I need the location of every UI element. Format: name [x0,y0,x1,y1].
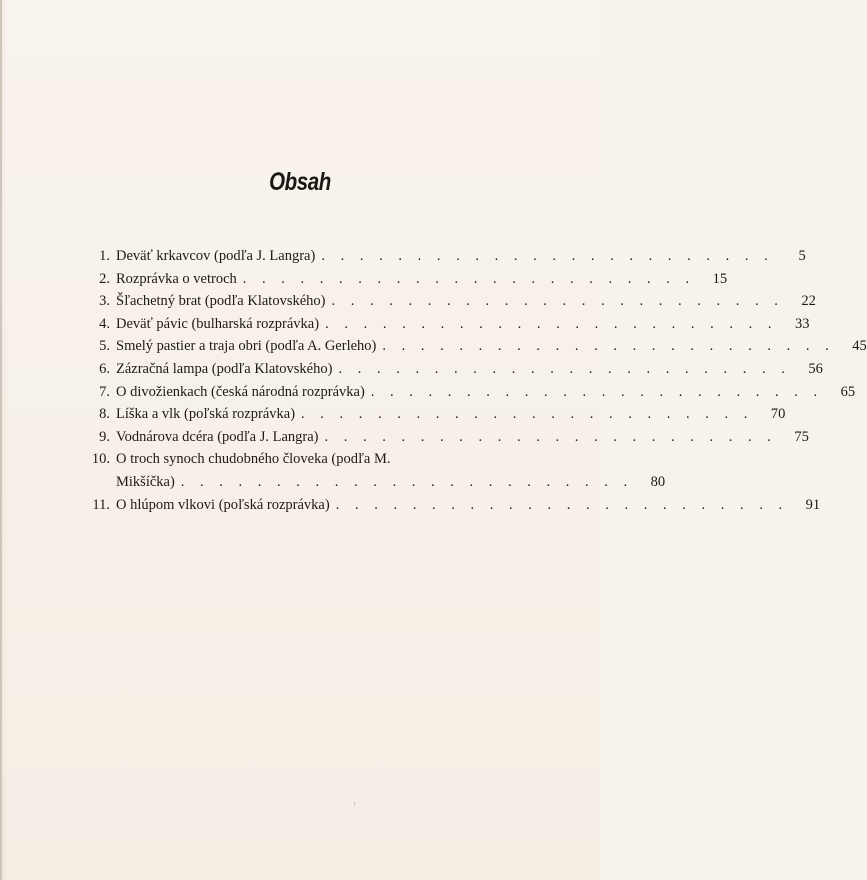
entry-page: 5 [798,248,806,264]
entry-title: Šľachetný brat (podľa Klatovského) [116,293,326,310]
entry-title: Deväť pávic (bulharská rozprávka) [116,315,320,332]
toc-entry [72,381,856,404]
entry-title: Smelý pastier a traja obri (podľa A. Gerleho) [116,338,377,355]
entry-number: 8. [99,406,110,423]
entry-title: Rozprávka o vetroch [116,270,237,287]
entry-number: 5. [99,338,110,355]
entry-number: 6. [99,360,110,377]
leader-dots: . . . . . . . . . . . . . . . . . . . . . . . . [338,360,791,377]
leader-dots: . . . . . . . . . . . . . . . . . . . . . . . . [321,248,774,264]
entry-page: 45 [852,338,867,355]
entry-title: Líška a vlk (poľská rozprávka) [116,406,296,423]
leader-dots: . . . . . . . . . . . . . . . . . . . . . . . . [242,270,696,287]
toc-entry [72,403,786,426]
entry-page: 33 [794,315,810,332]
entry-number: 2. [99,270,110,287]
entry-page: 65 [840,383,856,400]
entry-page: 80 [650,473,666,490]
entry-title-continuation: Mikšíčka) [116,473,175,490]
entry-title: O hlúpom vlkovi (poľská rozprávka) [116,496,330,513]
entry-page: 56 [808,360,823,377]
entry-page: 70 [770,406,786,423]
entry-number: 4. [99,315,110,332]
leader-dots: . . . . . . . . . . . . . . . . . . . . . . . . [331,293,784,310]
entry-title: Zázračná lampa (podľa Klatovského) [116,360,333,377]
toc-entry-continuation [72,471,666,494]
entry-number: 7. [99,383,110,400]
toc-entry [72,290,816,313]
entry-number: 11. [92,496,110,513]
page-title: Obsah [269,168,331,196]
leader-dots: . . . . . . . . . . . . . . . . . . . . . . . . [325,315,778,332]
entry-page: 91 [805,496,821,513]
toc-entry [72,358,823,381]
toc-entry [72,313,810,336]
entry-number: 10. [91,451,110,468]
entry-title: O divožienkach (česká národná rozprávka) [116,383,365,400]
entry-page: 22 [801,293,816,310]
toc-entry [72,426,809,449]
leader-dots: . . . . . . . . . . . . . . . . . . . . . . . . [324,428,777,445]
entry-number: 1. [99,248,110,264]
toc-entry [72,245,806,268]
toc-entry [72,448,500,471]
entry-title: Deväť krkavcov (podľa J. Langra) [116,248,316,264]
entry-page: 75 [794,428,809,445]
page-mark: › [353,798,357,809]
leader-dots: . . . . . . . . . . . . . . . . . . . . . . . . [301,406,754,423]
entry-title: O troch synoch chudobného človeka (podľa M. [116,451,391,468]
leader-dots: . . . . . . . . . . . . . . . . . . . . . . . . [335,496,789,513]
table-of-contents [72,245,867,516]
page-edge [0,0,2,880]
leader-dots: . . . . . . . . . . . . . . . . . . . . . . . . [180,473,634,490]
entry-title: Vodnárova dcéra (podľa J. Langra) [116,428,319,445]
entry-number: 9. [99,428,110,445]
toc-entry [72,335,867,358]
toc-entry [72,494,821,517]
leader-dots: . . . . . . . . . . . . . . . . . . . . . . . . [382,338,835,355]
entry-number: 3. [99,293,110,310]
entry-page: 15 [712,270,728,287]
toc-entry [72,268,728,291]
leader-dots: . . . . . . . . . . . . . . . . . . . . . . . . [370,383,824,400]
